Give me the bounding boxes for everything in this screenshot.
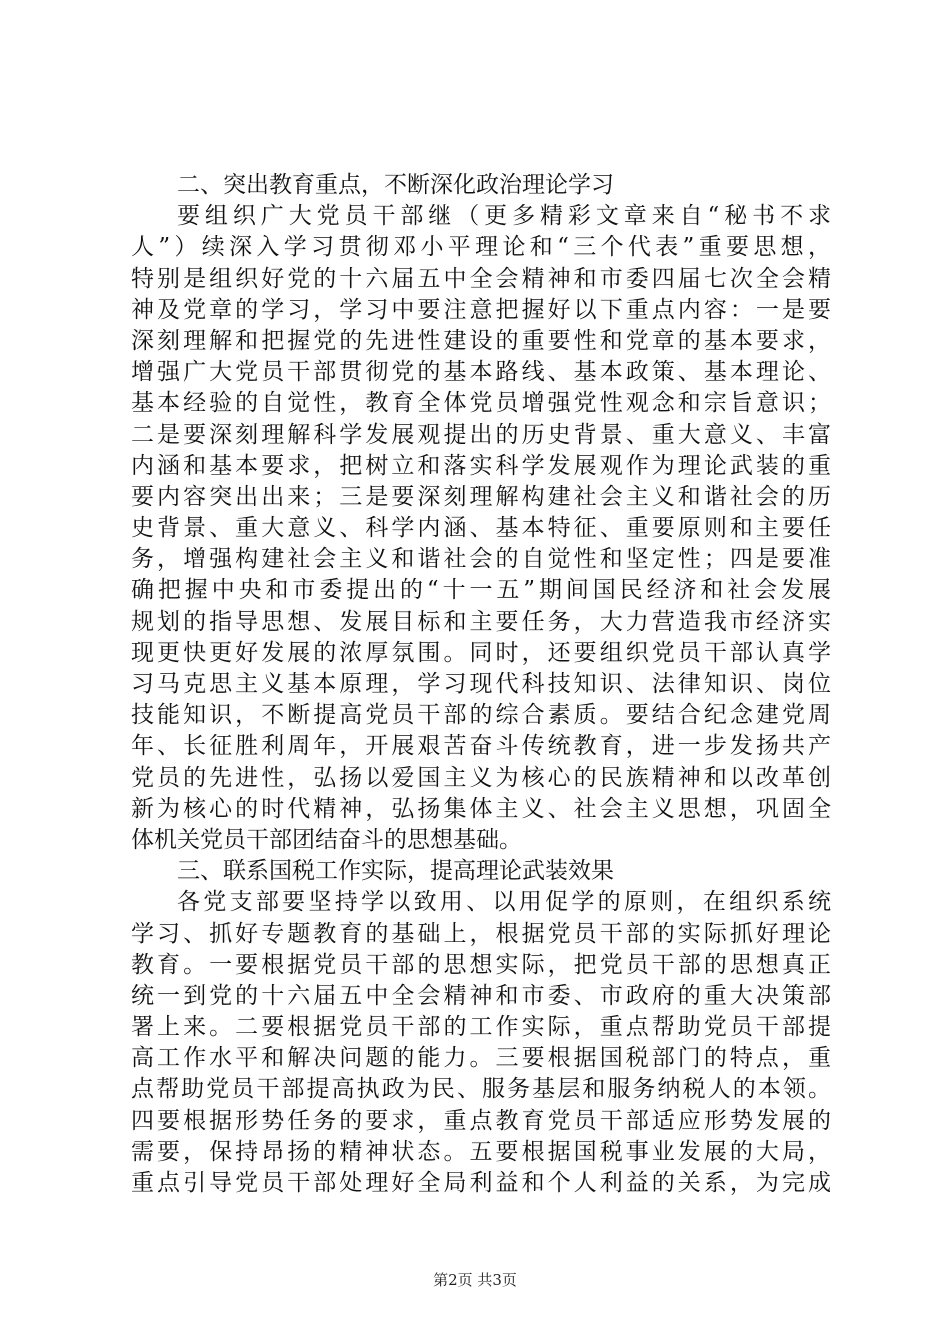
paragraph-line: 重点引导党员干部处理好全局利益和个人利益的关系，为完成 <box>131 1170 831 1196</box>
paragraph-line: 增强广大党员干部贯彻党的基本路线、基本政策、基本理论、 <box>131 359 831 386</box>
paragraph-line: 神及党章的学习，学习中要注意把握好以下重点内容：一是要 <box>131 296 831 323</box>
paragraph-line: 要组织广大党员干部继（更多精彩文章来自“秘书不求 <box>177 203 831 230</box>
paragraph-line: 务，增强构建社会主义和谐社会的自觉性和坚定性；四是要准 <box>131 546 831 573</box>
section-heading: 三、联系国税工作实际，提高理论武装效果 <box>177 858 614 885</box>
section-heading: 二、突出教育重点，不断深化政治理论学习 <box>177 172 614 198</box>
paragraph-line: 新为核心的时代精神，弘扬集体主义、社会主义思想，巩固全 <box>131 795 831 822</box>
paragraph-line: 习马克思主义基本原理，学习现代科技知识、法律知识、岗位 <box>131 671 831 697</box>
paragraph-line: 统一到党的十六届五中全会精神和市委、市政府的重大决策部 <box>131 982 831 1009</box>
paragraph-line: 内涵和基本要求，把树立和落实科学发展观作为理论武装的重 <box>131 452 831 479</box>
paragraph-line: 要内容突出出来；三是要深刻理解构建社会主义和谐社会的历 <box>131 483 831 510</box>
paragraph-line: 署上来。二要根据党员干部的工作实际，重点帮助党员干部提 <box>131 1014 831 1041</box>
paragraph-line: 体机关党员干部团结奋斗的思想基础。 <box>131 826 522 853</box>
paragraph-line: 深刻理解和把握党的先进性建设的重要性和党章的基本要求， <box>131 327 831 354</box>
paragraph-line: 现更快更好发展的浓厚氛围。同时，还要组织党员干部认真学 <box>131 639 831 666</box>
paragraph-line: 学习、抓好专题教育的基础上，根据党员干部的实际抓好理论 <box>131 920 831 947</box>
paragraph-line: 教育。一要根据党员干部的思想实际，把党员干部的思想真正 <box>131 951 831 978</box>
paragraph-line: 四要根据形势任务的要求，重点教育党员干部适应形势发展的 <box>131 1107 831 1134</box>
paragraph-line: 技能知识，不断提高党员干部的综合素质。要结合纪念建党周 <box>131 702 831 729</box>
paragraph-line: 点帮助党员干部提高执政为民、服务基层和服务纳税人的本领。 <box>131 1076 831 1103</box>
paragraph-line: 史背景、重大意义、科学内涵、基本特征、重要原则和主要任 <box>131 515 831 542</box>
document-body <box>131 170 831 1199</box>
paragraph-line: 确把握中央和市委提出的“十一五”期间国民经济和社会发展 <box>131 577 831 604</box>
paragraph-line: 高工作水平和解决问题的能力。三要根据国税部门的特点，重 <box>131 1045 831 1072</box>
paragraph-line: 党员的先进性，弘扬以爱国主义为核心的民族精神和以改革创 <box>131 764 831 791</box>
paragraph-line: 规划的指导思想、发展目标和主要任务，大力营造我市经济实 <box>131 608 831 635</box>
paragraph-line: 人”）续深入学习贯彻邓小平理论和“三个代表”重要思想， <box>131 234 831 261</box>
paragraph-line: 需要，保持昂扬的精神状态。五要根据国税事业发展的大局， <box>131 1138 831 1165</box>
paragraph-line: 二是要深刻理解科学发展观提出的历史背景、重大意义、丰富 <box>131 421 831 448</box>
paragraph-line: 各党支部要坚持学以致用、以用促学的原则，在组织系统 <box>177 889 831 916</box>
paragraph-line: 年、长征胜利周年，开展艰苦奋斗传统教育，进一步发扬共产 <box>131 733 831 760</box>
paragraph-line: 基本经验的自觉性，教育全体党员增强党性观念和宗旨意识； <box>131 390 831 417</box>
paragraph-line: 特别是组织好党的十六届五中全会精神和市委四届七次全会精 <box>131 265 831 292</box>
page-number-footer: 第2页 共3页 <box>433 1271 517 1289</box>
